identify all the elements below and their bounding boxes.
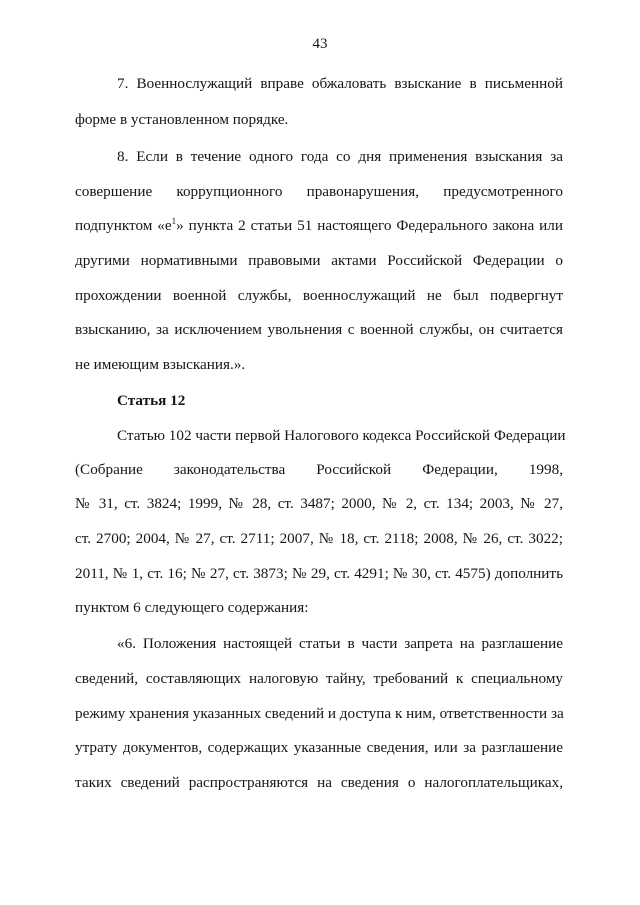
text-line-4: совершение коррупционного правонарушения, предусмотренного	[75, 183, 563, 200]
text-line-20: таких сведений распространяются на сведения о налогоплательщиках,	[75, 774, 563, 791]
text-line-17: сведений, составляющих налоговую тайну, требований к специальному	[75, 670, 563, 687]
text-line-5-end: » пункта 2 статьи 51 настоящего Федерального закона или	[176, 217, 563, 234]
text-line-18: режиму хранения указанных сведений и доступа к ним, ответственности за	[75, 705, 564, 722]
text-line-5-start: подпунктом «е	[75, 217, 172, 234]
text-line-15: пунктом 6 следующего содержания:	[75, 599, 309, 616]
page-number: 43	[312, 36, 328, 52]
text-line-11: (Собрание законодательства Российской Федерации, 1998,	[75, 461, 563, 478]
text-line-6: другими нормативными правовыми актами Российской Федерации о	[75, 252, 563, 269]
text-line-1: 7. Военнослужащий вправе обжаловать взыскание в письменной	[117, 75, 563, 92]
text-line-7: прохождении военной службы, военнослужащий не был подвергнут	[75, 287, 563, 304]
text-line-8: взысканию, за исключением увольнения с военной службы, он считается	[75, 321, 563, 338]
article-heading: Статья 12	[117, 392, 186, 409]
text-line-14: 2011, № 1, ст. 16; № 27, ст. 3873; № 29, ст. 4291; № 30, ст. 4575) дополнить	[75, 565, 563, 582]
superscript-1: 1	[171, 216, 177, 226]
text-line-2: форме в установленном порядке.	[75, 111, 289, 128]
text-line-5	[75, 216, 563, 236]
text-line-9: не имеющим взыскания.».	[75, 356, 246, 373]
text-line-13: ст. 2700; 2004, № 27, ст. 2711; 2007, № 18, ст. 2118; 2008, № 26, ст. 3022;	[75, 530, 563, 547]
text-line-12: № 31, ст. 3824; 1999, № 28, ст. 3487; 2000, № 2, ст. 134; 2003, № 27,	[75, 495, 563, 512]
text-line-10: Статью 102 части первой Налогового кодекса Российской Федерации	[117, 427, 566, 444]
text-line-19: утрату документов, содержащих указанные сведения, или за разглашение	[75, 739, 563, 756]
text-line-16: «6. Положения настоящей статьи в части запрета на разглашение	[117, 635, 563, 652]
text-line-3: 8. Если в течение одного года со дня применения взыскания за	[117, 148, 563, 165]
